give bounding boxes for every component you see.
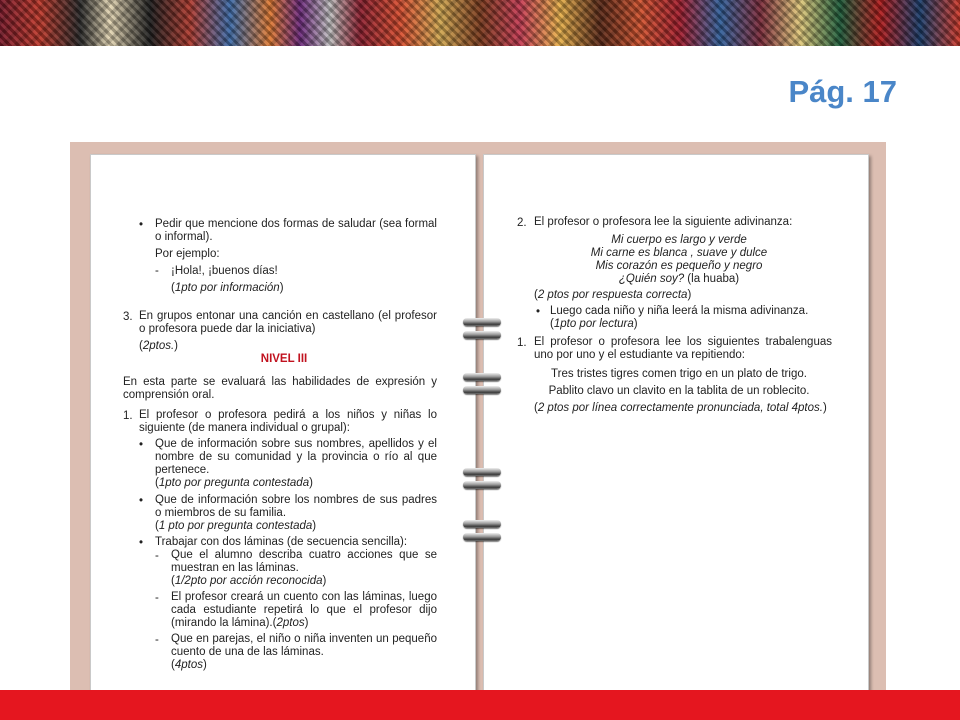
spiral-ring xyxy=(463,386,501,394)
item-number: 1. xyxy=(517,337,527,349)
family-instruction: Que de información sobre los nombres de sus padres o miembros de su familia. xyxy=(155,494,437,520)
spiral-ring xyxy=(463,318,501,326)
spiral-ring xyxy=(463,520,501,528)
open-booklet xyxy=(70,142,886,708)
textile-banner xyxy=(0,0,960,46)
sheets-instruction: Trabajar con dos láminas (de secuencia sencilla): xyxy=(155,536,408,548)
pairs-score: (4ptos) xyxy=(171,659,207,671)
dash-marker: - xyxy=(155,592,159,604)
song-score: (2ptos.) xyxy=(139,340,179,352)
tongue-twister-score: (2 ptos por línea correctamente pronunciada, total 4ptos.) xyxy=(534,402,827,414)
riddle-line: Mi carne es blanca , suave y dulce xyxy=(590,247,768,259)
dash-marker: - xyxy=(155,634,159,646)
bullet-marker: • xyxy=(139,537,144,549)
riddle-question: ¿Quién soy? (la huaba) xyxy=(618,273,740,285)
riddle-line: Mi cuerpo es largo y verde xyxy=(611,234,747,246)
riddle-reading: Luego cada niño y niña leerá la misma adivinanza. xyxy=(550,305,809,317)
describe-score: (1/2pto por acción reconocida) xyxy=(171,575,327,587)
greeting-score: (1pto por información) xyxy=(171,282,284,294)
describe-actions: Que el alumno describa cuatro acciones que se muestran en las láminas. xyxy=(171,549,437,575)
dash-marker: - xyxy=(155,550,159,562)
riddle-instruction: El profesor o profesora lee la siguiente adivinanza: xyxy=(534,216,793,228)
item-number: 2. xyxy=(517,217,527,229)
tongue-twister: Pablito clavo un clavito en la tablita de un roblecito. xyxy=(548,385,810,397)
tongue-twister-instruction: El profesor o profesora lee los siguientes trabalenguas uno por uno y el estudiante va repitiendo: xyxy=(534,336,832,362)
page-label: Pág. 17 xyxy=(788,74,897,109)
greeting-instruction: Pedir que mencione dos formas de saludar (sea formal o informal). xyxy=(155,218,437,244)
names-instruction: Que de información sobre sus nombres, apellidos y el nombre de su comunidad y la provincia o río al que pertenece. xyxy=(155,438,437,477)
spiral-ring xyxy=(463,533,501,541)
bullet-marker: • xyxy=(139,495,144,507)
right-page xyxy=(483,154,869,696)
oral-instruction: El profesor o profesora pedirá a los niños y niñas lo siguiente (de manera individual o grupal): xyxy=(139,409,437,435)
reading-score: (1pto por lectura) xyxy=(550,318,638,330)
pairs-story: Que en parejas, el niño o niña inventen un pequeño cuento de una de las láminas. xyxy=(171,633,437,659)
greeting-example: ¡Hola!, ¡buenos días! xyxy=(171,265,278,277)
bullet-marker: • xyxy=(139,439,144,451)
item-number: 1. xyxy=(123,410,133,422)
bullet-marker: • xyxy=(139,219,144,231)
spiral-ring xyxy=(463,331,501,339)
song-instruction: En grupos entonar una canción en castellano (el profesor o profesora puede dar la iniciativa) xyxy=(139,310,437,336)
tongue-twister: Tres tristes tigres comen trigo en un plato de trigo. xyxy=(551,368,807,380)
spiral-ring xyxy=(463,373,501,381)
level-heading: NIVEL III xyxy=(260,353,308,365)
spiral-ring xyxy=(463,468,501,476)
dash-marker: - xyxy=(155,265,159,277)
story-repeat: El profesor creará un cuento con las láminas, luego cada estudiante repetirá lo que el profesor dijo (mirando la lámina).(2ptos) xyxy=(171,591,437,630)
level-intro: En esta parte se evaluará las habilidades de expresión y comprensión oral. xyxy=(123,376,437,402)
spiral-ring xyxy=(463,481,501,489)
footer-bar xyxy=(0,690,960,720)
riddle-line: Mis corazón es pequeño y negro xyxy=(595,260,763,272)
item-number: 3. xyxy=(123,311,133,323)
example-label: Por ejemplo: xyxy=(155,248,220,260)
riddle-score: (2 ptos por respuesta correcta) xyxy=(534,289,692,301)
left-page xyxy=(90,154,476,696)
bullet-marker: • xyxy=(536,306,541,318)
family-score: (1 pto por pregunta contestada) xyxy=(155,520,317,532)
names-score: (1pto por pregunta contestada) xyxy=(155,477,313,489)
